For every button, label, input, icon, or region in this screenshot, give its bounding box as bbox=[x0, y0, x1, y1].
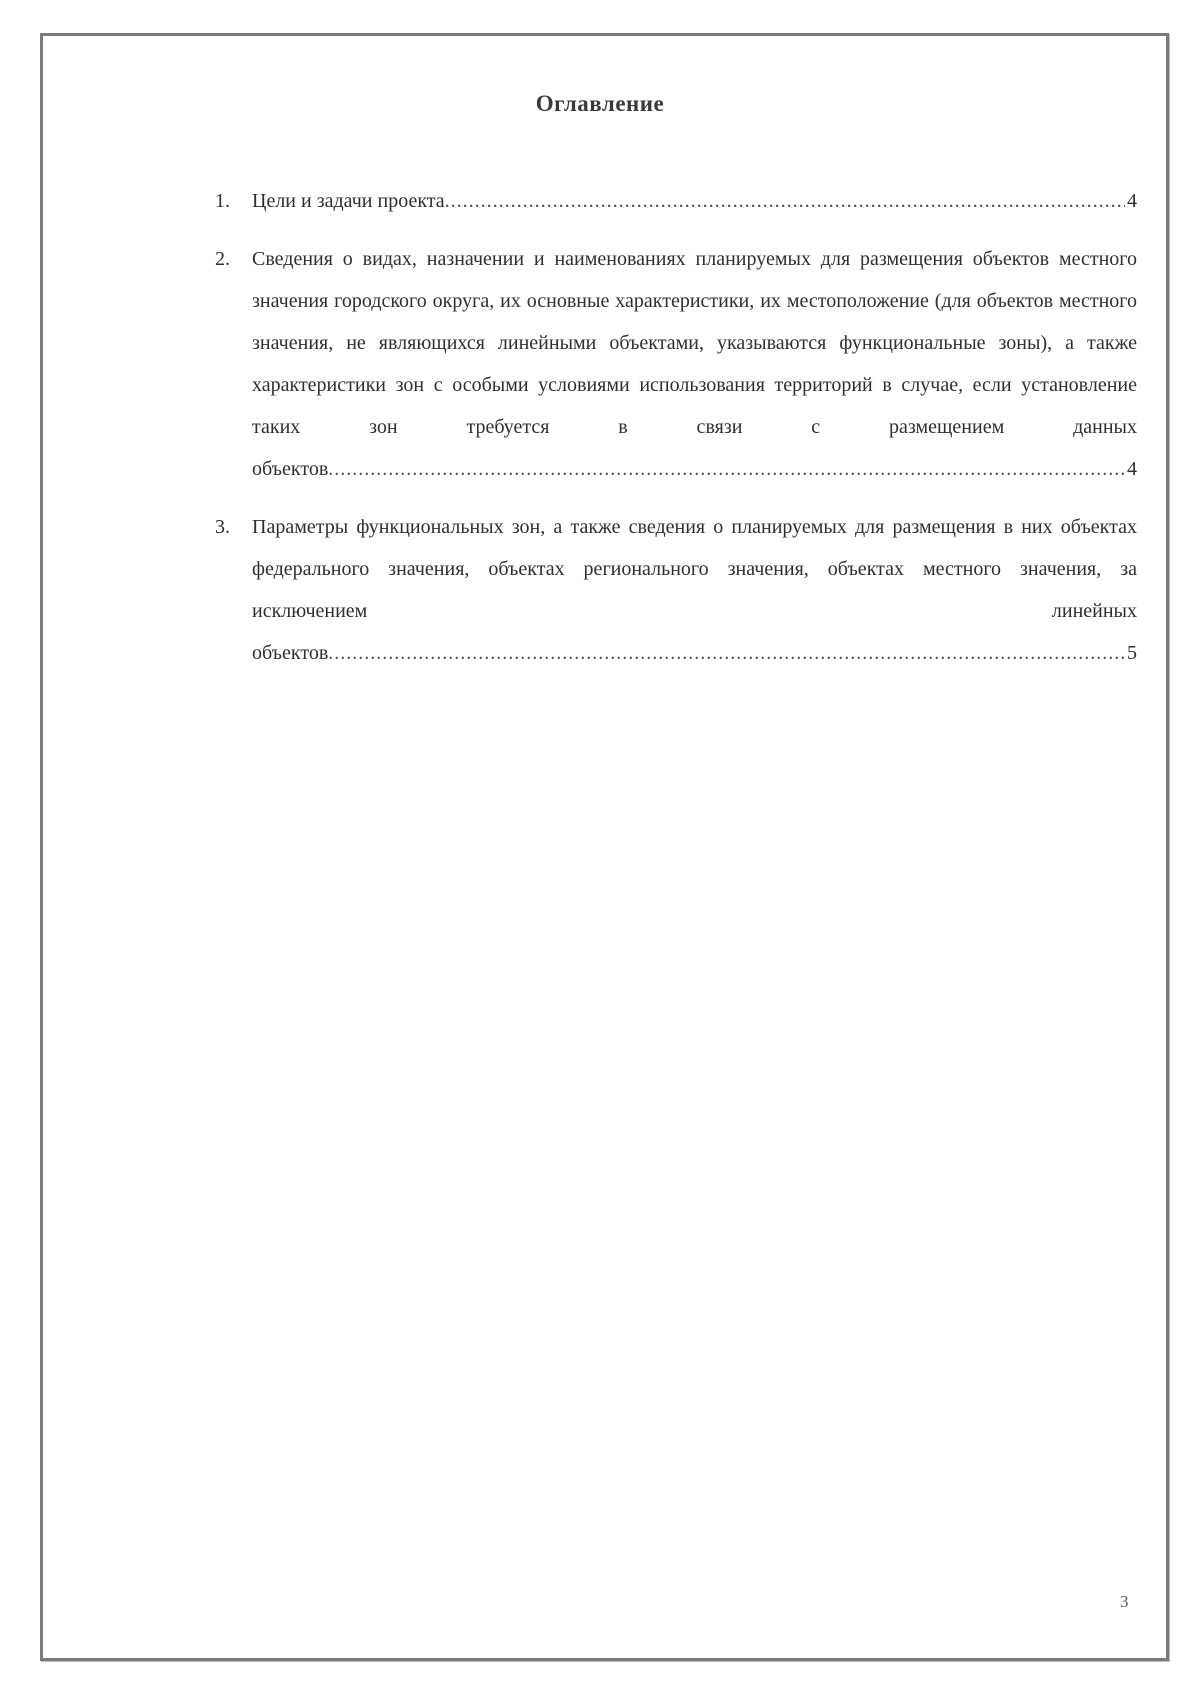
toc-entry-leader-line bbox=[252, 180, 1137, 222]
toc-entry-leader-line bbox=[252, 632, 1137, 674]
document-title: Оглавление bbox=[535, 91, 665, 116]
toc-entry-title: Параметры функциональных зон, а также сведения о планируемых для размещения в них объектах федерального значения, объектах регионального значения, объектах местного значения, за исключением линейных bbox=[252, 516, 1137, 622]
toc-entry-title: Цели и задачи проекта bbox=[252, 190, 445, 212]
toc-entry-leader-line bbox=[252, 448, 1137, 490]
toc-entry-title-end: объектов bbox=[252, 458, 329, 480]
toc-entry-page: 4 bbox=[1127, 190, 1137, 212]
toc-entry-3[interactable] bbox=[215, 506, 1137, 674]
table-of-contents bbox=[215, 180, 1137, 674]
toc-entry-number: 2. bbox=[215, 248, 230, 270]
page-number: 3 bbox=[1120, 1592, 1129, 1611]
toc-dot-leader bbox=[328, 448, 1125, 490]
toc-dot-leader bbox=[445, 180, 1125, 222]
toc-entry-1[interactable] bbox=[215, 180, 1137, 222]
toc-entry-number: 1. bbox=[215, 190, 230, 212]
toc-entry-title: Сведения о видах, назначении и наименованиях планируемых для размещения объектов местного значения городского округа, их основные характеристики, их местоположение (для объектов местного значения, не являющихся линейными объектами, указываются функциональные зоны), а также характеристики зон с особыми условиями использования территорий в случае, если установление таких зон требуется в связи с размещением данных bbox=[252, 248, 1137, 438]
toc-entry-page: 4 bbox=[1127, 458, 1137, 480]
toc-entry-page: 5 bbox=[1127, 642, 1137, 664]
toc-entry-number: 3. bbox=[215, 516, 230, 538]
toc-entry-2[interactable] bbox=[215, 238, 1137, 490]
toc-dot-leader bbox=[328, 632, 1125, 674]
toc-entry-title-end: объектов bbox=[252, 642, 329, 664]
